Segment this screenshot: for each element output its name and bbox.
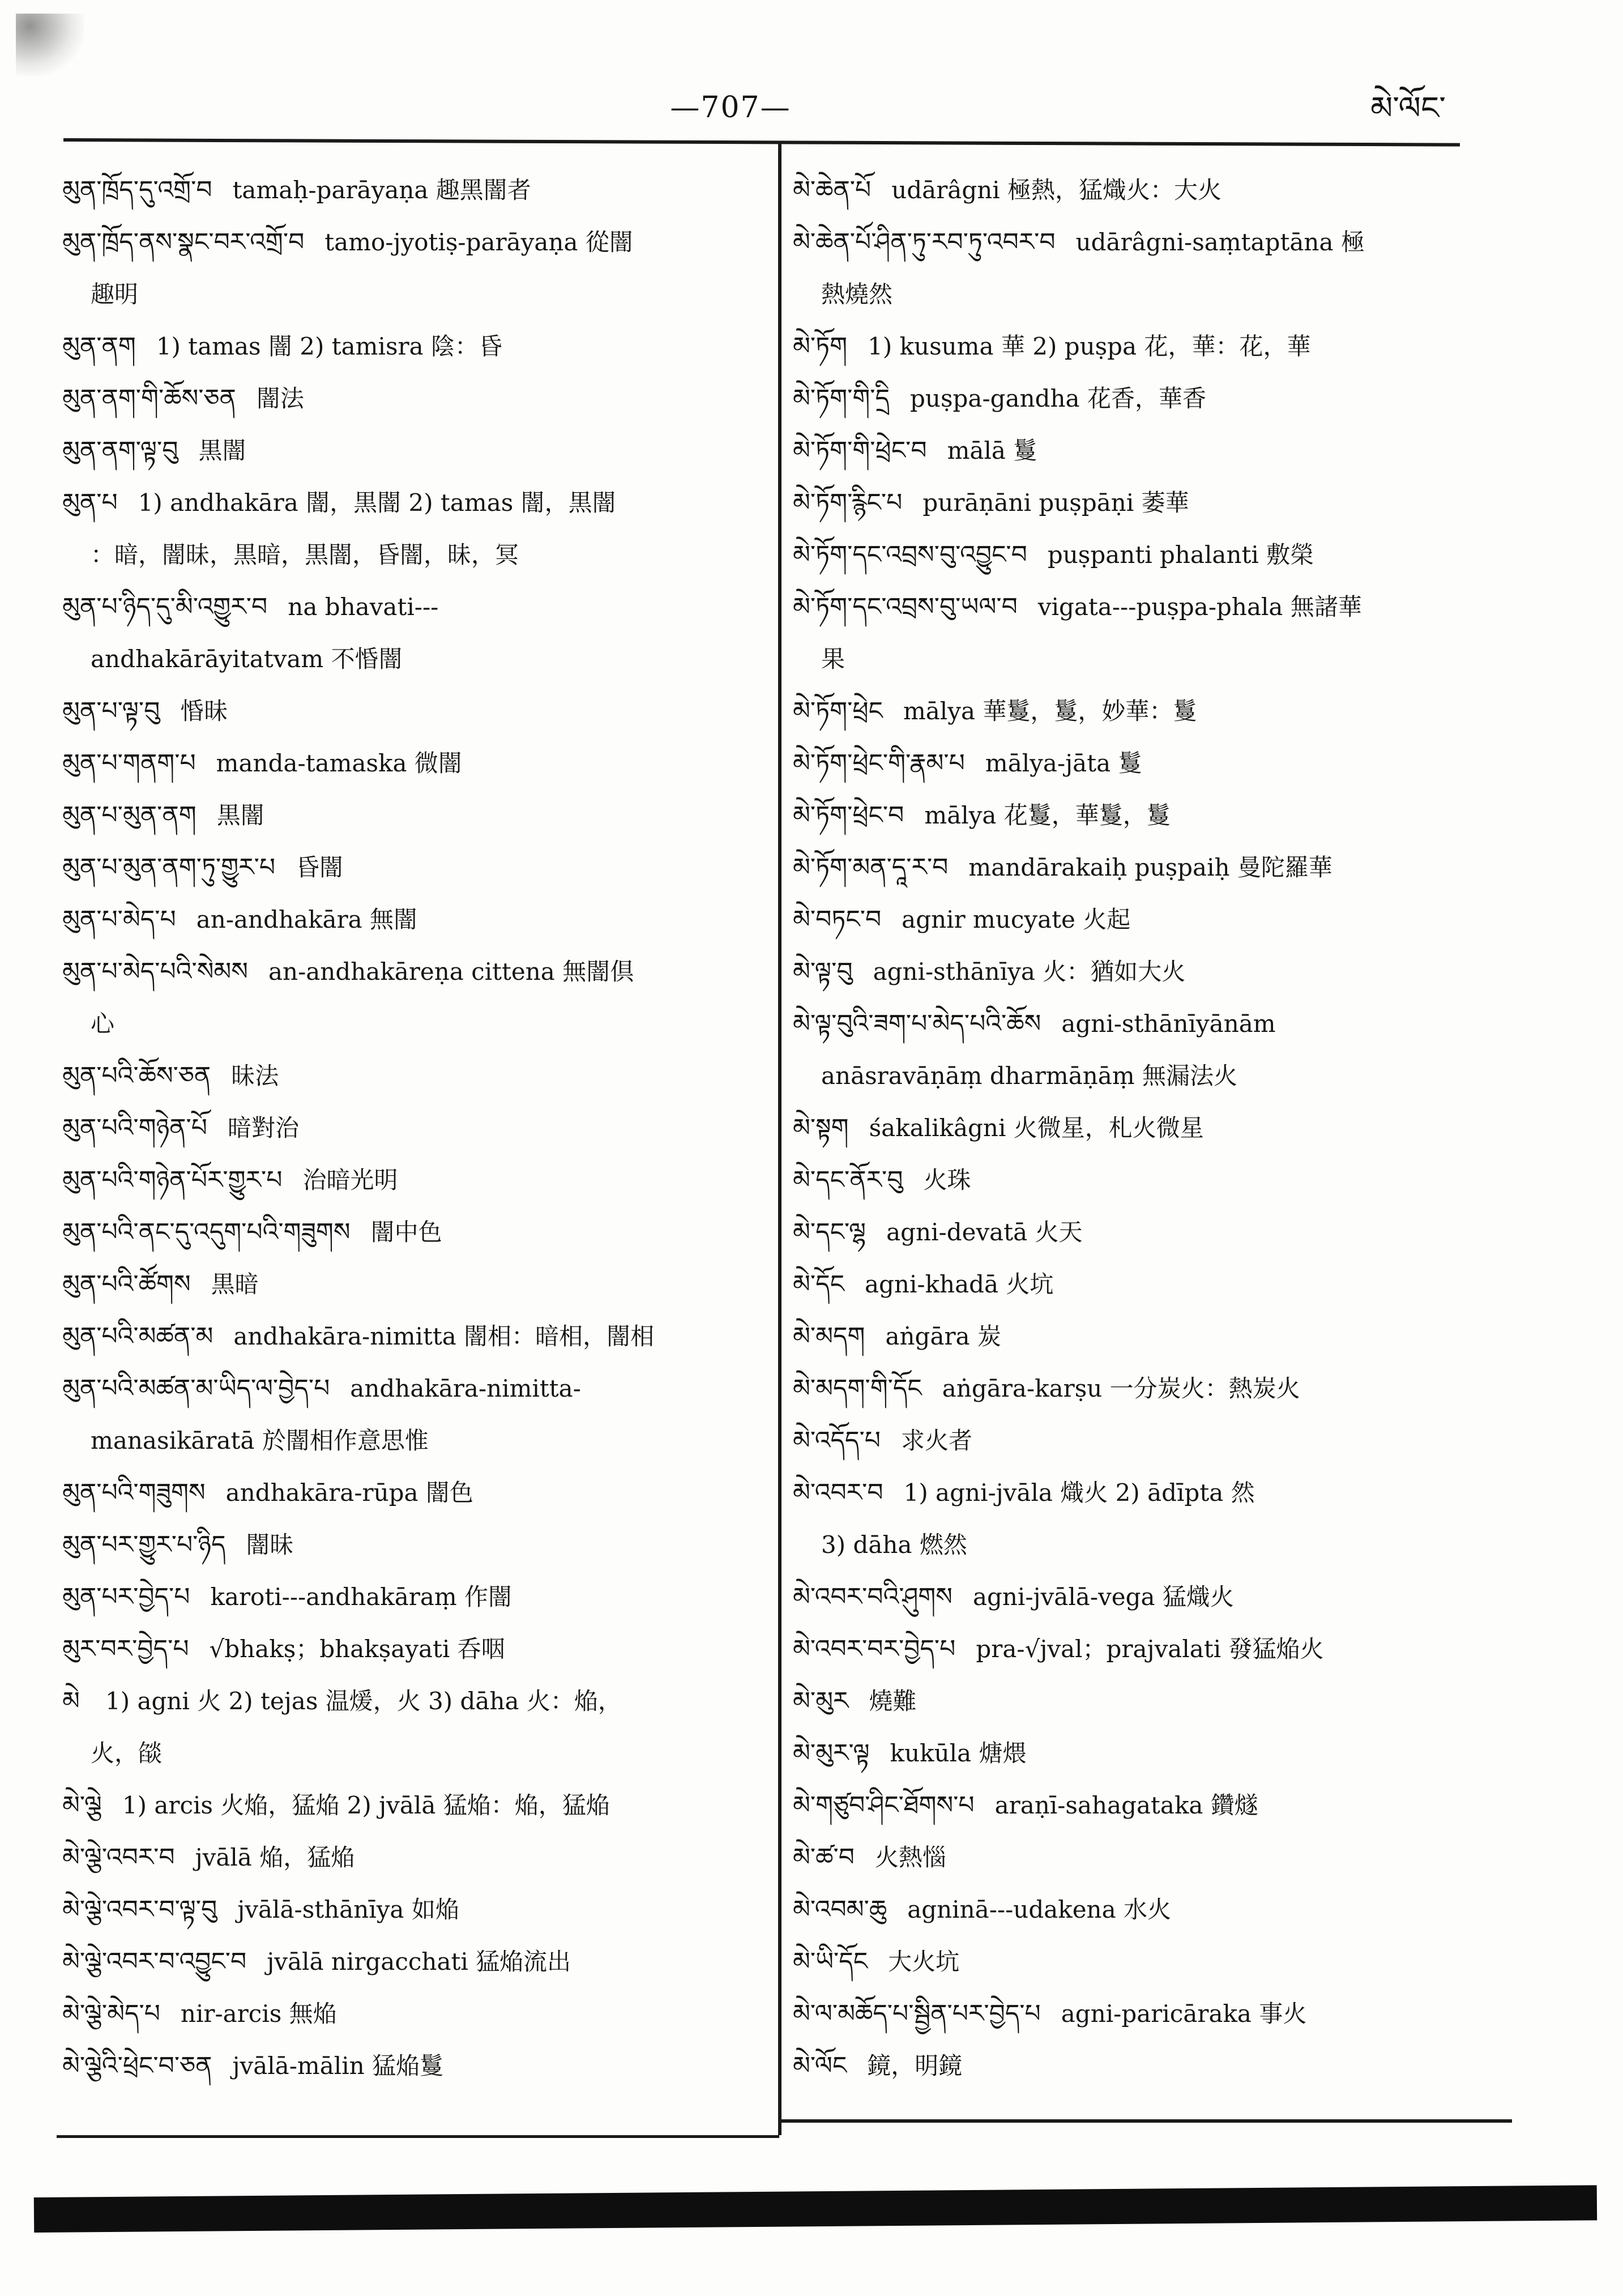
dictionary-entry (62, 1467, 770, 1519)
dictionary-entry (793, 894, 1495, 946)
entry-definition: udārâgni 極熱，猛熾火：大火 (891, 176, 1222, 204)
entry-headword: མེ་སྟག (793, 1113, 849, 1142)
bottom-rule-left (57, 2135, 779, 2138)
dictionary-entry (62, 581, 770, 685)
entry-definition: tamaḥ-parāyaṇa 趣黑闇者 (232, 176, 531, 204)
entry-headword: མེ་ཏོག་གི་དྲི (793, 384, 890, 413)
dictionary-entry (793, 685, 1495, 737)
entry-headword: མེ་འབར་བའི་ཤུགས (793, 1582, 953, 1611)
entry-headword: མུར་བར་བྱེད་པ (62, 1634, 189, 1663)
entry-definition: tamo-jyotiṣ-parāyaṇa 從闇 (324, 228, 633, 256)
dictionary-entry (793, 1311, 1495, 1363)
dictionary-entry (793, 1884, 1495, 1936)
entry-definition: 闇法 (256, 385, 304, 412)
entry-headword: མེ་ཏོག་མན་དཱ་ར་བ (793, 853, 949, 882)
entry-definition: 闇中色 (370, 1218, 442, 1246)
dictionary-entry (62, 737, 770, 789)
entry-definition: 昏闇 (296, 853, 344, 881)
entry-definition: agni-devatā 火天 (886, 1218, 1083, 1246)
entry-definition: 火珠 (923, 1166, 971, 1194)
dictionary-entry (62, 1623, 770, 1675)
dictionary-entry (793, 216, 1495, 321)
entry-headword: མེ་ཏོག་གི་ཕྲེང་བ (793, 436, 927, 465)
entry-definition: andhakāra-rūpa 闇色 (225, 1479, 473, 1507)
entry-definition: 黒闇 (198, 437, 246, 464)
dictionary-entry (793, 2040, 1495, 2092)
dictionary-entry (793, 1206, 1495, 1258)
entry-definition: manda-tamaska 微闇 (216, 749, 462, 777)
entry-definition: mālya 花鬘，華鬘，鬘 (924, 801, 1171, 829)
page-number: —707— (670, 91, 791, 125)
entry-definition: śakalikâgni 火微星，札火微星 (869, 1114, 1204, 1142)
entry-headword: མེ་ཚ་བ (793, 1843, 855, 1872)
dictionary-entry (62, 321, 770, 373)
entry-headword: མེ་བཏང་བ (793, 905, 882, 934)
dictionary-entry (62, 1936, 770, 1988)
entry-definition: pra-√jval；prajvalati 發猛焔火 (976, 1635, 1324, 1663)
entry-definition: √bhakṣ；bhakṣayati 呑咽 (209, 1635, 505, 1663)
dictionary-entry (62, 789, 770, 842)
entry-headword: མེ་ལྟ་བུ (793, 957, 853, 986)
entry-headword: མུན་ཁྲོད་ནས་སྣང་བར་འགྲོ་བ (62, 228, 305, 257)
entry-definition: jvālā-mālin 猛焔鬘 (232, 2052, 444, 2080)
entry-headword: མུན་པའི་ཆོས་ཅན (62, 1061, 211, 1090)
entry-definition: 闇昧 (246, 1531, 294, 1559)
entry-continuation: 3) dāha 燃然 (821, 1531, 967, 1559)
entry-headword: མུན་པའི་མཚན་མ (62, 1322, 213, 1351)
dictionary-entry (62, 1675, 770, 1779)
entry-headword: མུན་པ་གནག་པ (62, 749, 196, 778)
entry-definition: mālya 華鬘，鬘，妙華：鬘 (903, 697, 1197, 725)
entry-headword: མུན་པ་ལྟ་བུ (62, 697, 160, 725)
dictionary-entry (793, 1467, 1495, 1571)
entry-definition: andhakāra-nimitta- (350, 1375, 581, 1402)
top-rule (63, 138, 1460, 147)
entry-headword: མུན་པའི་གཉེན་པོར་གྱུར་པ (62, 1166, 283, 1194)
entry-headword: མུན་པ (62, 488, 118, 517)
dictionary-entry (62, 685, 770, 737)
entry-definition: 黒闇 (216, 801, 264, 829)
entry-headword: མེ་དང་ལྷ (793, 1218, 866, 1247)
dictionary-entry (62, 164, 770, 216)
entry-definition: aṅgāra-karṣu 一分炭火：熱炭火 (942, 1375, 1300, 1402)
dictionary-entry (793, 581, 1495, 685)
dictionary-entry (62, 946, 770, 1050)
entry-headword: མུན་ནག (62, 332, 136, 361)
entry-headword: མུན་པར་གྱུར་པ་ཉིད (62, 1530, 226, 1559)
entry-definition: araṇī-sahagataka 鑽燧 (994, 1791, 1258, 1819)
entry-definition: mandārakaiḥ puṣpaiḥ 曼陀羅華 (968, 853, 1332, 881)
entry-definition: jvālā-sthānīya 如焔 (237, 1896, 459, 1923)
entry-headword: མུན་པའི་ནང་དུ་འདུག་པའི་གཟུགས (62, 1218, 351, 1247)
dictionary-entry (62, 1779, 770, 1832)
entry-definition: 1) kusuma 華 2) puṣpa 花，華：花，華 (868, 332, 1311, 360)
left-column (62, 164, 770, 2092)
entry-definition: an-andhakāreṇa cittena 無闇倶 (268, 958, 634, 985)
entry-definition: purāṇāni puṣpāṇi 萎華 (922, 489, 1189, 517)
entry-headword: མུན་ནག་གི་ཆོས་ཅན (62, 384, 236, 413)
entry-definition: agni-jvālā-vega 猛熾火 (972, 1583, 1234, 1611)
entry-headword: མེ་ལྕེ་མེད་པ (62, 1999, 160, 2028)
entry-definition: kukūla 煻煨 (890, 1739, 1027, 1767)
entry-headword: མེ་དང་ནོར་བུ (793, 1166, 903, 1194)
entry-headword: མེ་ལྟ་བུའི་ཟག་པ་མེད་པའི་ཆོས (793, 1009, 1041, 1038)
entry-headword: མེ་ལྕེ་འབར་བ (62, 1843, 175, 1872)
entry-continuation: 果 (821, 645, 845, 673)
entry-headword: མེ (62, 1687, 80, 1715)
entry-headword: མེ་ཏོག (793, 332, 848, 361)
entry-definition: nir-arcis 無焔 (180, 2000, 337, 2028)
entry-definition: udārâgni-saṃtaptāna 極 (1075, 228, 1365, 256)
right-column (793, 164, 1495, 2092)
entry-definition: 燒難 (869, 1687, 917, 1715)
entry-headword: མེ་ལ་མཆོད་པ་སྦྱིན་པར་བྱེད་པ (793, 1999, 1041, 2028)
entry-definition: agni-paricāraka 事火 (1061, 2000, 1307, 2028)
dictionary-entry (793, 1571, 1495, 1623)
dictionary-entry (62, 477, 770, 581)
entry-headword: མེ་ཏོག་དང་འབྲས་བུ་ཡལ་བ (793, 592, 1018, 621)
entry-headword: མེ་ལྕེ་འབར་བ་འབྱུང་བ (62, 1947, 247, 1976)
entry-headword: མེ་འབམ་ཆུ (793, 1895, 887, 1924)
dictionary-entry (793, 1936, 1495, 1988)
dictionary-entry (793, 529, 1495, 581)
entry-definition: agnir mucyate 火起 (902, 906, 1131, 933)
entry-definition: puṣpanti phalanti 敷榮 (1047, 541, 1314, 569)
entry-headword: མེ་མུར་ལྟ (793, 1739, 870, 1768)
entry-definition: 暗對治 (227, 1114, 299, 1142)
entry-headword: མེ་ཆེན་པོ་ཤིན་ཏུ་རབ་ཏུ་འབར་བ (793, 228, 1056, 257)
entry-continuation: 熱燒然 (821, 280, 893, 308)
entry-headword: མུན་པ་མུན་ནག (62, 801, 197, 830)
entry-definition: jvālā 焔，猛焔 (195, 1843, 355, 1871)
entry-definition: 鏡，明鏡 (867, 2052, 963, 2080)
dictionary-entry (62, 1832, 770, 1884)
entry-definition: agni-sthānīya 火：猶如大火 (873, 958, 1186, 985)
dictionary-entry (62, 1884, 770, 1936)
entry-headword: མེ་འབར་བ (793, 1478, 883, 1507)
dictionary-entry (793, 1154, 1495, 1206)
column-divider (778, 142, 781, 2135)
dictionary-entry (793, 737, 1495, 789)
dictionary-entry (62, 373, 770, 425)
entry-headword: མེ་མདག (793, 1322, 865, 1351)
entry-definition: agni-khadā 火坑 (865, 1270, 1054, 1298)
entry-headword: མུན་པའི་མཚན་མ་ཡིད་ལ་བྱེད་པ (62, 1374, 330, 1403)
dictionary-entry (793, 842, 1495, 894)
entry-headword: མུན་པ་མེད་པའི་སེམས (62, 957, 248, 986)
dictionary-entry (62, 1206, 770, 1258)
dictionary-entry (62, 2040, 770, 2092)
entry-headword: མེ་ཏོག་རྙིང་པ (793, 488, 903, 517)
running-header: མེ་ལོང་ (1370, 90, 1446, 127)
entry-headword: མུན་ཁྲོད་དུ་འགྲོ་བ (62, 176, 212, 204)
entry-headword: མུན་པར་བྱེད་པ (62, 1582, 190, 1611)
dictionary-entry (793, 998, 1495, 1102)
entry-definition: mālā 鬘 (947, 437, 1037, 464)
entry-headword: མུན་པ་མུན་ནག་ཏུ་གྱུར་པ (62, 853, 276, 882)
entry-definition: 黒暗 (211, 1270, 259, 1298)
dictionary-entry (793, 425, 1495, 477)
entry-definition: karoti---andhakāraṃ 作闇 (210, 1583, 512, 1611)
dictionary-entry (62, 894, 770, 946)
entry-definition: 1) agni-jvāla 熾火 2) ādīpta 然 (903, 1479, 1255, 1507)
entry-headword: མེ་ཡི་དོང (793, 1947, 868, 1976)
dictionary-entry (62, 216, 770, 321)
dictionary-entry (793, 946, 1495, 998)
entry-continuation: manasikāratā 於闇相作意思惟 (91, 1427, 429, 1454)
entry-continuation: 心 (91, 1010, 115, 1038)
entry-continuation: anāsravāṇāṃ dharmāṇāṃ 無漏法火 (821, 1062, 1238, 1090)
entry-headword: མུན་པའི་ཚོགས (62, 1270, 191, 1299)
entry-headword: མེ་འབར་བར་བྱེད་པ (793, 1634, 956, 1663)
dictionary-entry (793, 164, 1495, 216)
dictionary-entry (793, 1832, 1495, 1884)
entry-definition: 求火者 (900, 1427, 972, 1454)
entry-continuation: andhakārāyitatvam 不惛闇 (91, 645, 403, 673)
dictionary-entry (793, 1363, 1495, 1415)
entry-headword: མེ་ཏོག་ཕྲེང་བ (793, 801, 904, 830)
entry-definition: an-andhakāra 無闇 (196, 906, 418, 933)
dictionary-entry (62, 1363, 770, 1467)
entry-definition: agninā---udakena 水火 (907, 1896, 1171, 1923)
dictionary-entry (62, 1050, 770, 1102)
entry-headword: མེ་འདོད་པ (793, 1426, 881, 1455)
entry-definition: 惛昧 (180, 697, 228, 725)
entry-definition: 1) arcis 火焔，猛焔 2) jvālā 猛焔：焔，猛焔 (122, 1791, 610, 1819)
entry-headword: མེ་ལྕེ་འབར་བ་ལྟ་བུ (62, 1895, 217, 1924)
dictionary-entry (793, 1727, 1495, 1779)
entry-continuation: 趣明 (91, 280, 139, 308)
entry-headword: མེ་ལྕེའི་ཕྲེང་བ་ཅན (62, 2051, 212, 2080)
dictionary-entry (62, 1258, 770, 1311)
entry-definition: agni-sthānīyānām (1061, 1010, 1276, 1038)
dictionary-entry (793, 789, 1495, 842)
entry-definition: andhakāra-nimitta 闇相：暗相，闇相 (233, 1322, 655, 1350)
dictionary-entry (62, 1988, 770, 2040)
entry-headword: མུན་པའི་གཉེན་པོ (62, 1113, 207, 1142)
entry-headword: མུན་པ་མེད་པ (62, 905, 176, 934)
entry-headword: མུན་པ་ཉིད་དུ་མི་འགྱུར་བ (62, 592, 268, 621)
entry-definition: puṣpa-gandha 花香，華香 (910, 385, 1206, 412)
entry-continuation: ：暗，闇昧，黒暗，黒闇，昏闇，昧，冥 (91, 541, 519, 569)
entry-definition: 昧法 (231, 1062, 279, 1090)
dictionary-entry (793, 373, 1495, 425)
entry-headword: མེ་ལྕེ (62, 1791, 102, 1820)
entry-headword: མེ་ཏོག་དང་འབྲས་བུ་འབྱུང་བ (793, 540, 1027, 569)
entry-headword: མེ་གཙུབ་ཤིང་ཐོགས་པ (793, 1791, 975, 1820)
scan-edge-bar (34, 2185, 1597, 2233)
dictionary-entry (62, 842, 770, 894)
entry-definition: jvālā nirgacchati 猛焔流出 (267, 1948, 571, 1975)
entry-definition: 治暗光明 (302, 1166, 398, 1194)
dictionary-entry (793, 477, 1495, 529)
entry-definition: 1) agni 火 2) tejas 温煖，火 3) dāha 火：焔， (105, 1687, 622, 1715)
entry-definition: na bhavati--- (288, 593, 439, 621)
entry-definition: 大火坑 (888, 1948, 960, 1975)
entry-headword: མུན་ནག་ལྟ་བུ (62, 436, 178, 465)
dictionary-entry (62, 1311, 770, 1363)
entry-headword: མེ་མདག་གི་དོང (793, 1374, 922, 1403)
dictionary-entry (62, 425, 770, 477)
dictionary-entry (793, 1988, 1495, 2040)
dictionary-entry (793, 1415, 1495, 1467)
scan-corner-smudge (16, 14, 84, 76)
entry-definition: 1) tamas 闇 2) tamisra 陰：昏 (156, 332, 502, 360)
dictionary-entry (793, 1623, 1495, 1675)
entry-definition: 1) andhakāra 闇，黒闇 2) tamas 闇，黒闇 (138, 489, 616, 517)
dictionary-entry (793, 1779, 1495, 1832)
dictionary-entry (793, 321, 1495, 373)
entry-headword: མེ་ཏོག་ཕྲེང (793, 697, 883, 725)
dictionary-entry (793, 1675, 1495, 1727)
entry-continuation: 火，燄 (91, 1739, 163, 1767)
entry-definition: mālya-jāta 鬘 (985, 749, 1142, 777)
entry-definition: vigata---puṣpa-phala 無諸華 (1037, 593, 1362, 621)
dictionary-entry (62, 1571, 770, 1623)
dictionary-entry (62, 1519, 770, 1571)
entry-headword: མེ་ལོང (793, 2051, 847, 2080)
bottom-rule-right (778, 2119, 1512, 2123)
dictionary-entry (793, 1102, 1495, 1154)
dictionary-entry (793, 1258, 1495, 1311)
entry-headword: མེ་ཆེན་པོ (793, 176, 872, 204)
entry-definition: 火熱惱 (874, 1843, 946, 1871)
entry-headword: མེ་ཏོག་ཕྲེང་གི་རྣམ་པ (793, 749, 965, 778)
entry-definition: aṅgāra 炭 (885, 1322, 1001, 1350)
entry-headword: མེ་མུར (793, 1687, 849, 1715)
dictionary-entry (62, 1102, 770, 1154)
entry-headword: མེ་དོང (793, 1270, 844, 1299)
entry-headword: མུན་པའི་གཟུགས (62, 1478, 206, 1507)
dictionary-entry (62, 1154, 770, 1206)
